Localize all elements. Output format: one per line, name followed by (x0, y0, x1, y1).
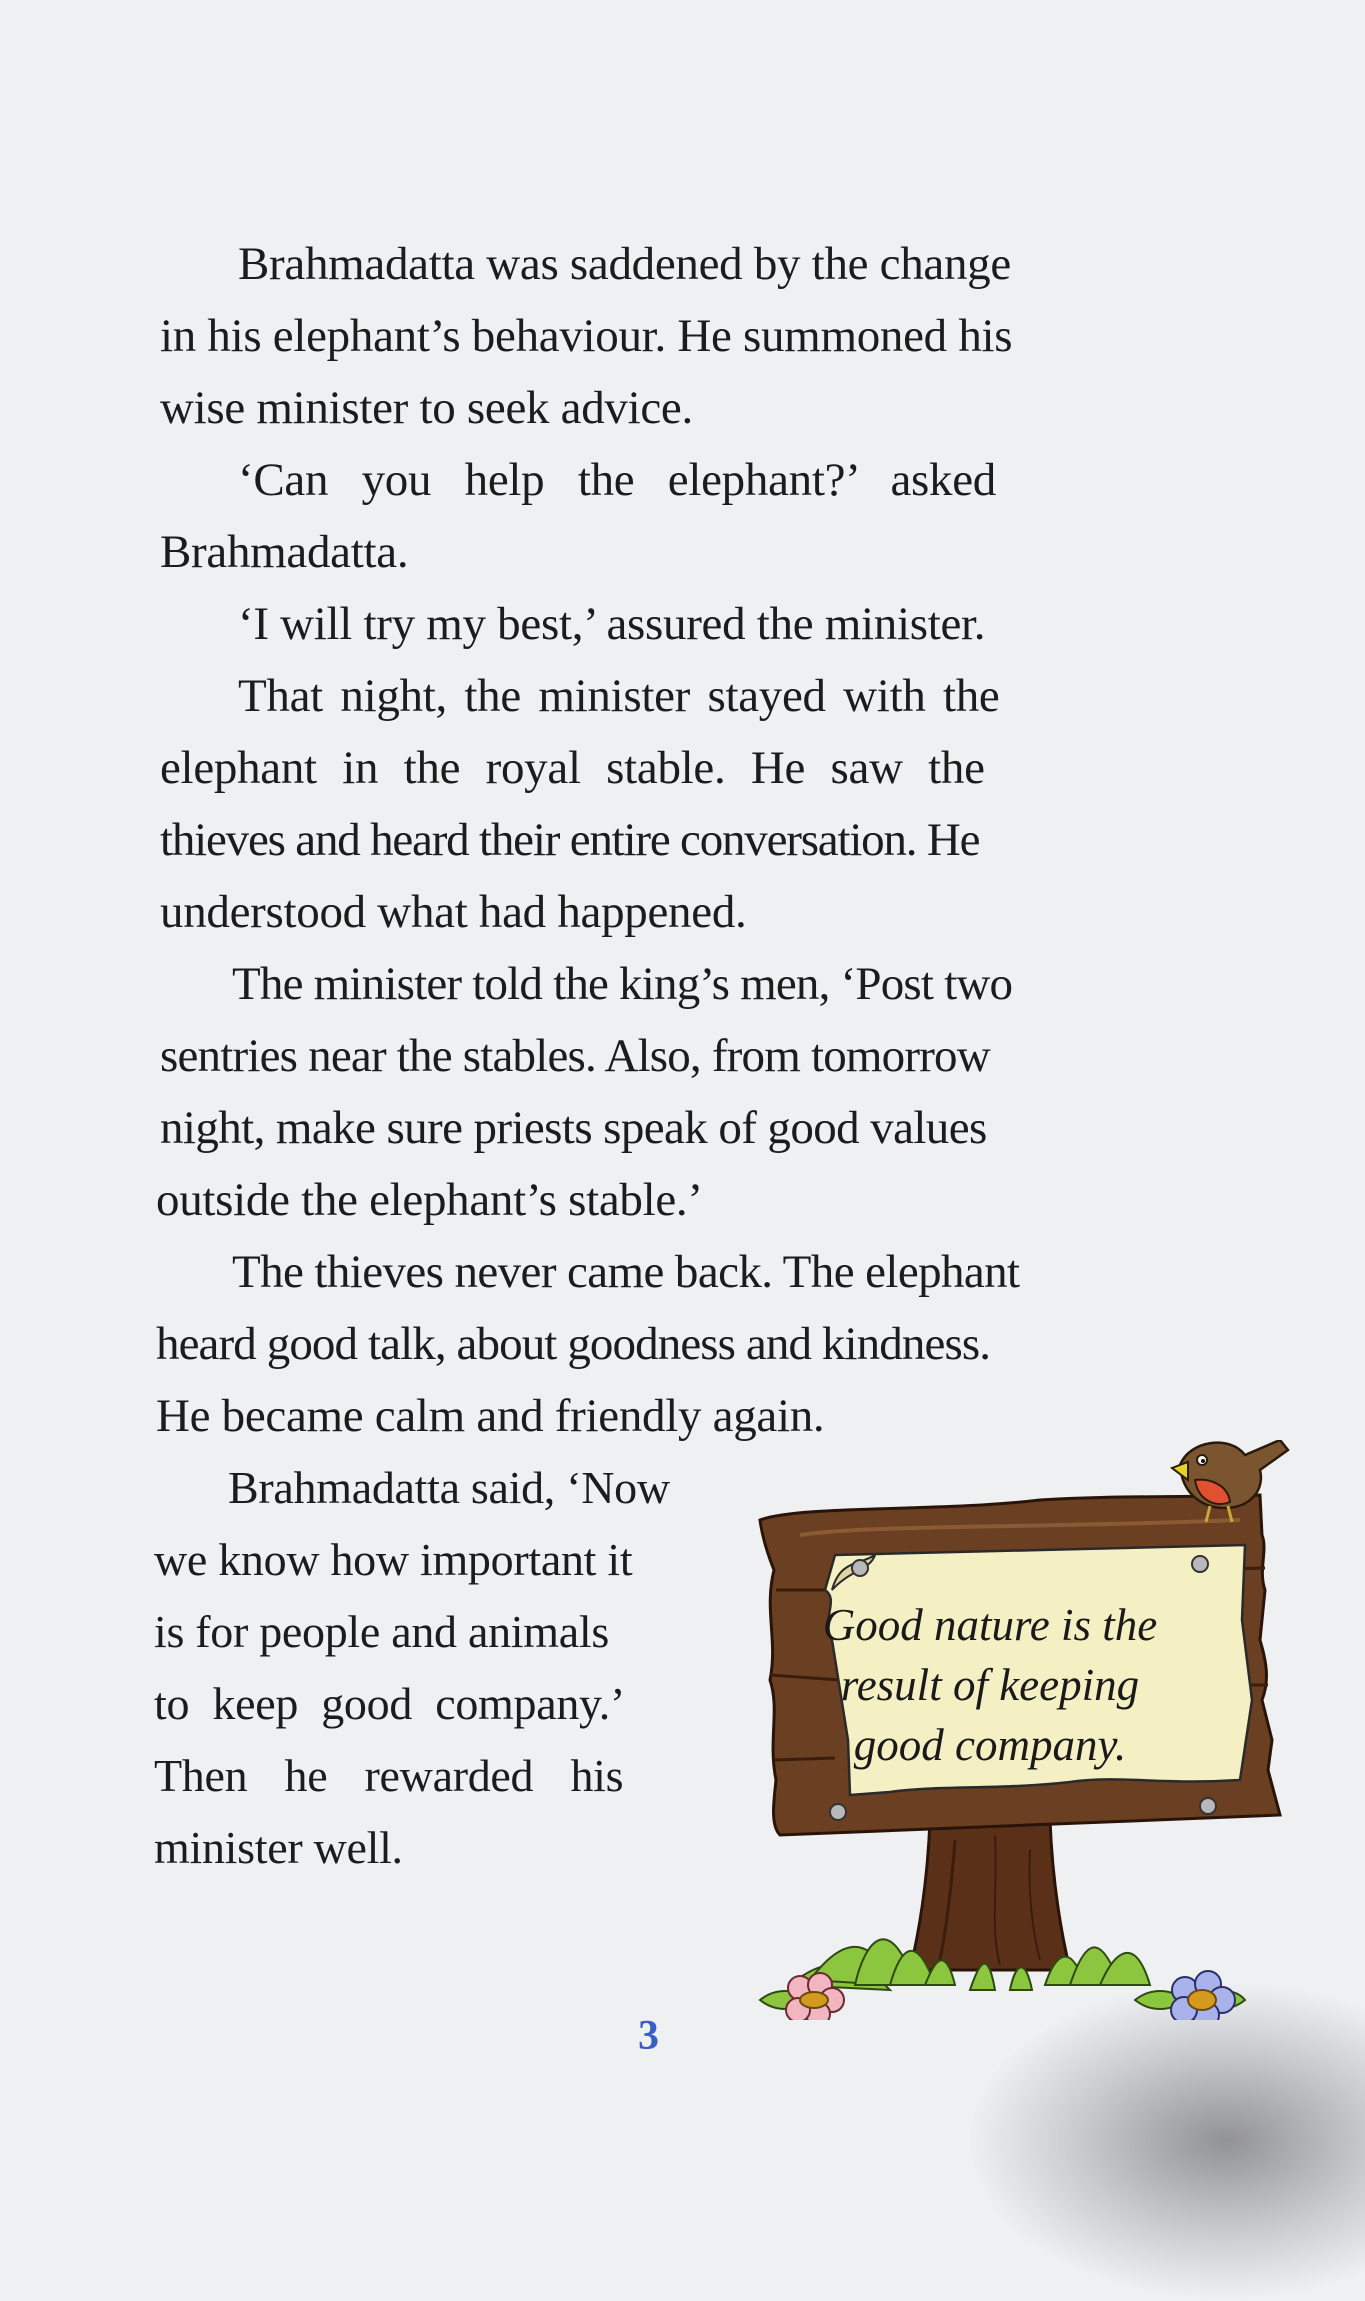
story-line: sentries near the stables. Also, from tomorrow (160, 1030, 990, 1082)
story-line: Brahmadatta. (160, 526, 409, 578)
story-line: to keep good company.’ (154, 1678, 625, 1729)
story-line: thieves and heard their entire conversation. He (160, 814, 980, 866)
story-line: That night, the minister stayed with the (238, 670, 1000, 722)
story-line: night, make sure priests speak of good values (160, 1102, 987, 1154)
page-shadow (965, 1981, 1365, 2301)
story-line: Brahmadatta said, ‘Now (228, 1462, 670, 1513)
story-line: elephant in the royal stable. He saw the (160, 742, 985, 794)
quote-line: good company. (853, 1720, 1127, 1770)
story-line: we know how important it (154, 1534, 633, 1585)
story-line: ‘Can you help the elephant?’ asked (238, 454, 996, 506)
story-line: is for people and animals (154, 1606, 609, 1657)
story-line: minister well. (154, 1822, 403, 1873)
story-line: heard good talk, about goodness and kindness. (156, 1318, 991, 1370)
story-line: The minister told the king’s men, ‘Post two (232, 958, 1013, 1010)
quote-line: result of keeping (840, 1660, 1140, 1710)
story-line: outside the elephant’s stable.’ (156, 1174, 703, 1226)
story-line: He became calm and friendly again. (156, 1390, 825, 1442)
page-number: 3 (638, 2013, 659, 2059)
story-line: Brahmadatta was saddened by the change (238, 238, 1011, 290)
story-line: ‘I will try my best,’ assured the minister. (238, 598, 986, 650)
story-line: in his elephant’s behaviour. He summoned his (160, 310, 1013, 362)
quote-line: Good nature is the (822, 1600, 1158, 1650)
story-line: wise minister to seek advice. (160, 382, 693, 434)
story-line: understood what had happened. (160, 886, 747, 938)
pink-flower-icon (760, 1973, 844, 2020)
moral-quote (800, 1595, 1180, 1775)
blue-flower-icon (1135, 1971, 1245, 2020)
post-trunk-icon (910, 1820, 1070, 1970)
story-line: Then he rewarded his (154, 1750, 624, 1801)
story-line: The thieves never came back. The elephant (232, 1246, 1020, 1298)
